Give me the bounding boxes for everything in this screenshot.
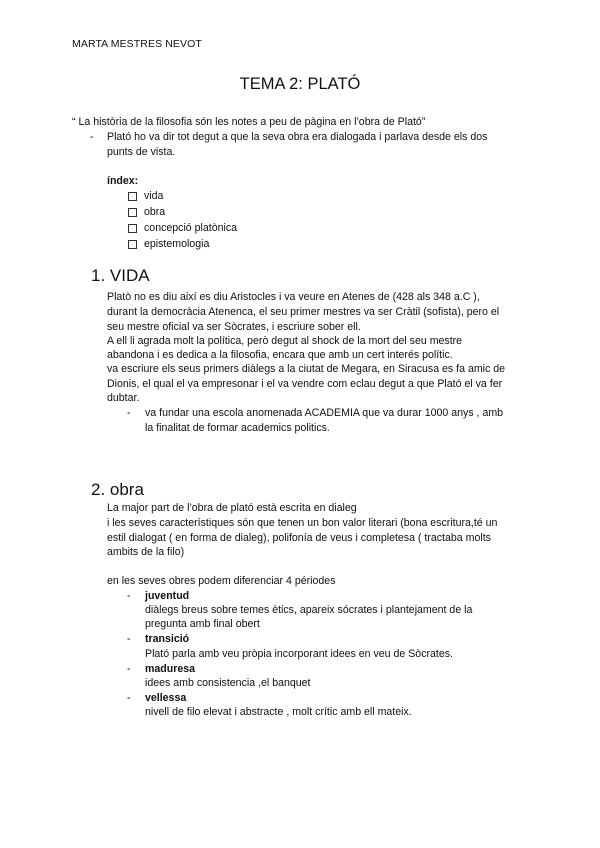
index-item: obra [144,206,166,218]
period-desc: idees amb consistencia ,el banquet [145,677,311,689]
paragraph-line: La major part de l’obra de plató està escrita en dialeg [107,502,357,514]
dash-bullet: - [127,590,131,602]
section-heading-obra: 2. obra [91,480,144,499]
dash-bullet: - [90,131,94,143]
paragraph-line: Platò no es diu així es diu Aristocles i va veure en Atenes de (428 als 348 a.C ), [107,291,480,303]
period-desc: nivell de filo elevat i abstracte , molt crític amb ell mateix. [145,706,412,718]
paragraph-line: A ell li agrada molt la política, però degut al shock de la mort del seu mestre [107,335,463,347]
period-desc: pregunta amb final obert [145,618,260,630]
paragraph-line: Dionis, el qual el va empresonar i el va vendre com eclau degut a que Plató el va fer [107,378,503,390]
quote-note-line: punts de vista. [107,146,176,158]
paragraph-line: seu mestre oficial va ser Sòcrates, i escriure sober ell. [107,321,361,333]
author-name: MARTA MESTRES NEVOT [72,38,202,50]
dash-bullet: - [127,407,131,419]
period-name: transició [145,633,190,645]
dash-bullet: - [127,692,131,704]
periods-intro: en les seves obres podem diferenciar 4 périodes [107,575,336,587]
page-title: TEMA 2: PLATÓ [239,75,361,93]
index-item: concepció platònica [144,222,238,234]
paragraph-line: estil dialogat ( en forma de dialeg), polifonía de veus i completesa ( tractaba molts [107,532,491,544]
bullet-line: la finalitat de formar academics politics. [145,422,330,434]
quote-text: “ La història de la filosofia són les notes a peu de pàgina en l’obra de Plató” [72,116,426,128]
bullet-line: va fundar una escola anomenada ACADEMIA que va durar 1000 anys , amb [145,407,504,419]
period-name: vellessa [145,692,187,704]
paragraph-line: durant la democràcia Atenenca, el seu primer mestres va ser Cràtil (sofista), pero el [107,306,500,318]
index-item: vida [144,190,164,202]
period-desc: Plató parla amb veu pròpia incorporant idees en veu de Sòcrates. [145,648,453,660]
period-name: maduresa [145,663,196,675]
checkbox-icon[interactable] [128,192,137,201]
checkbox-icon[interactable] [128,208,137,217]
quote-note-line: Plató ho va dir tot degut a que la seva obra era dialogada i parlava desde els dos [107,131,488,143]
paragraph-line: i les seves característiques són que tenen un bon valor literari (bona escritura,té un [107,517,498,529]
paragraph-line: va escriure els seus primers diàlegs a la ciutat de Megara, en Siracusa es fa amic de [107,363,506,375]
paragraph-line: ambits de la filo) [107,546,185,558]
paragraph-line: abandona i es dedica a la filosofia, encara que amb un cert interés polític. [107,349,453,361]
checkbox-icon[interactable] [128,224,137,233]
dash-bullet: - [127,663,131,675]
period-name: juventud [145,590,190,602]
section-heading-vida: 1. VIDA [91,266,150,285]
period-desc: diàlegs breus sobre temes ètics, apareix sócrates i plantejament de la [145,604,473,616]
index-title: índex: [107,175,139,187]
paragraph-line: dubtar. [107,392,140,404]
dash-bullet: - [127,633,131,645]
index-item: epistemologia [144,238,210,250]
checkbox-icon[interactable] [128,240,137,249]
